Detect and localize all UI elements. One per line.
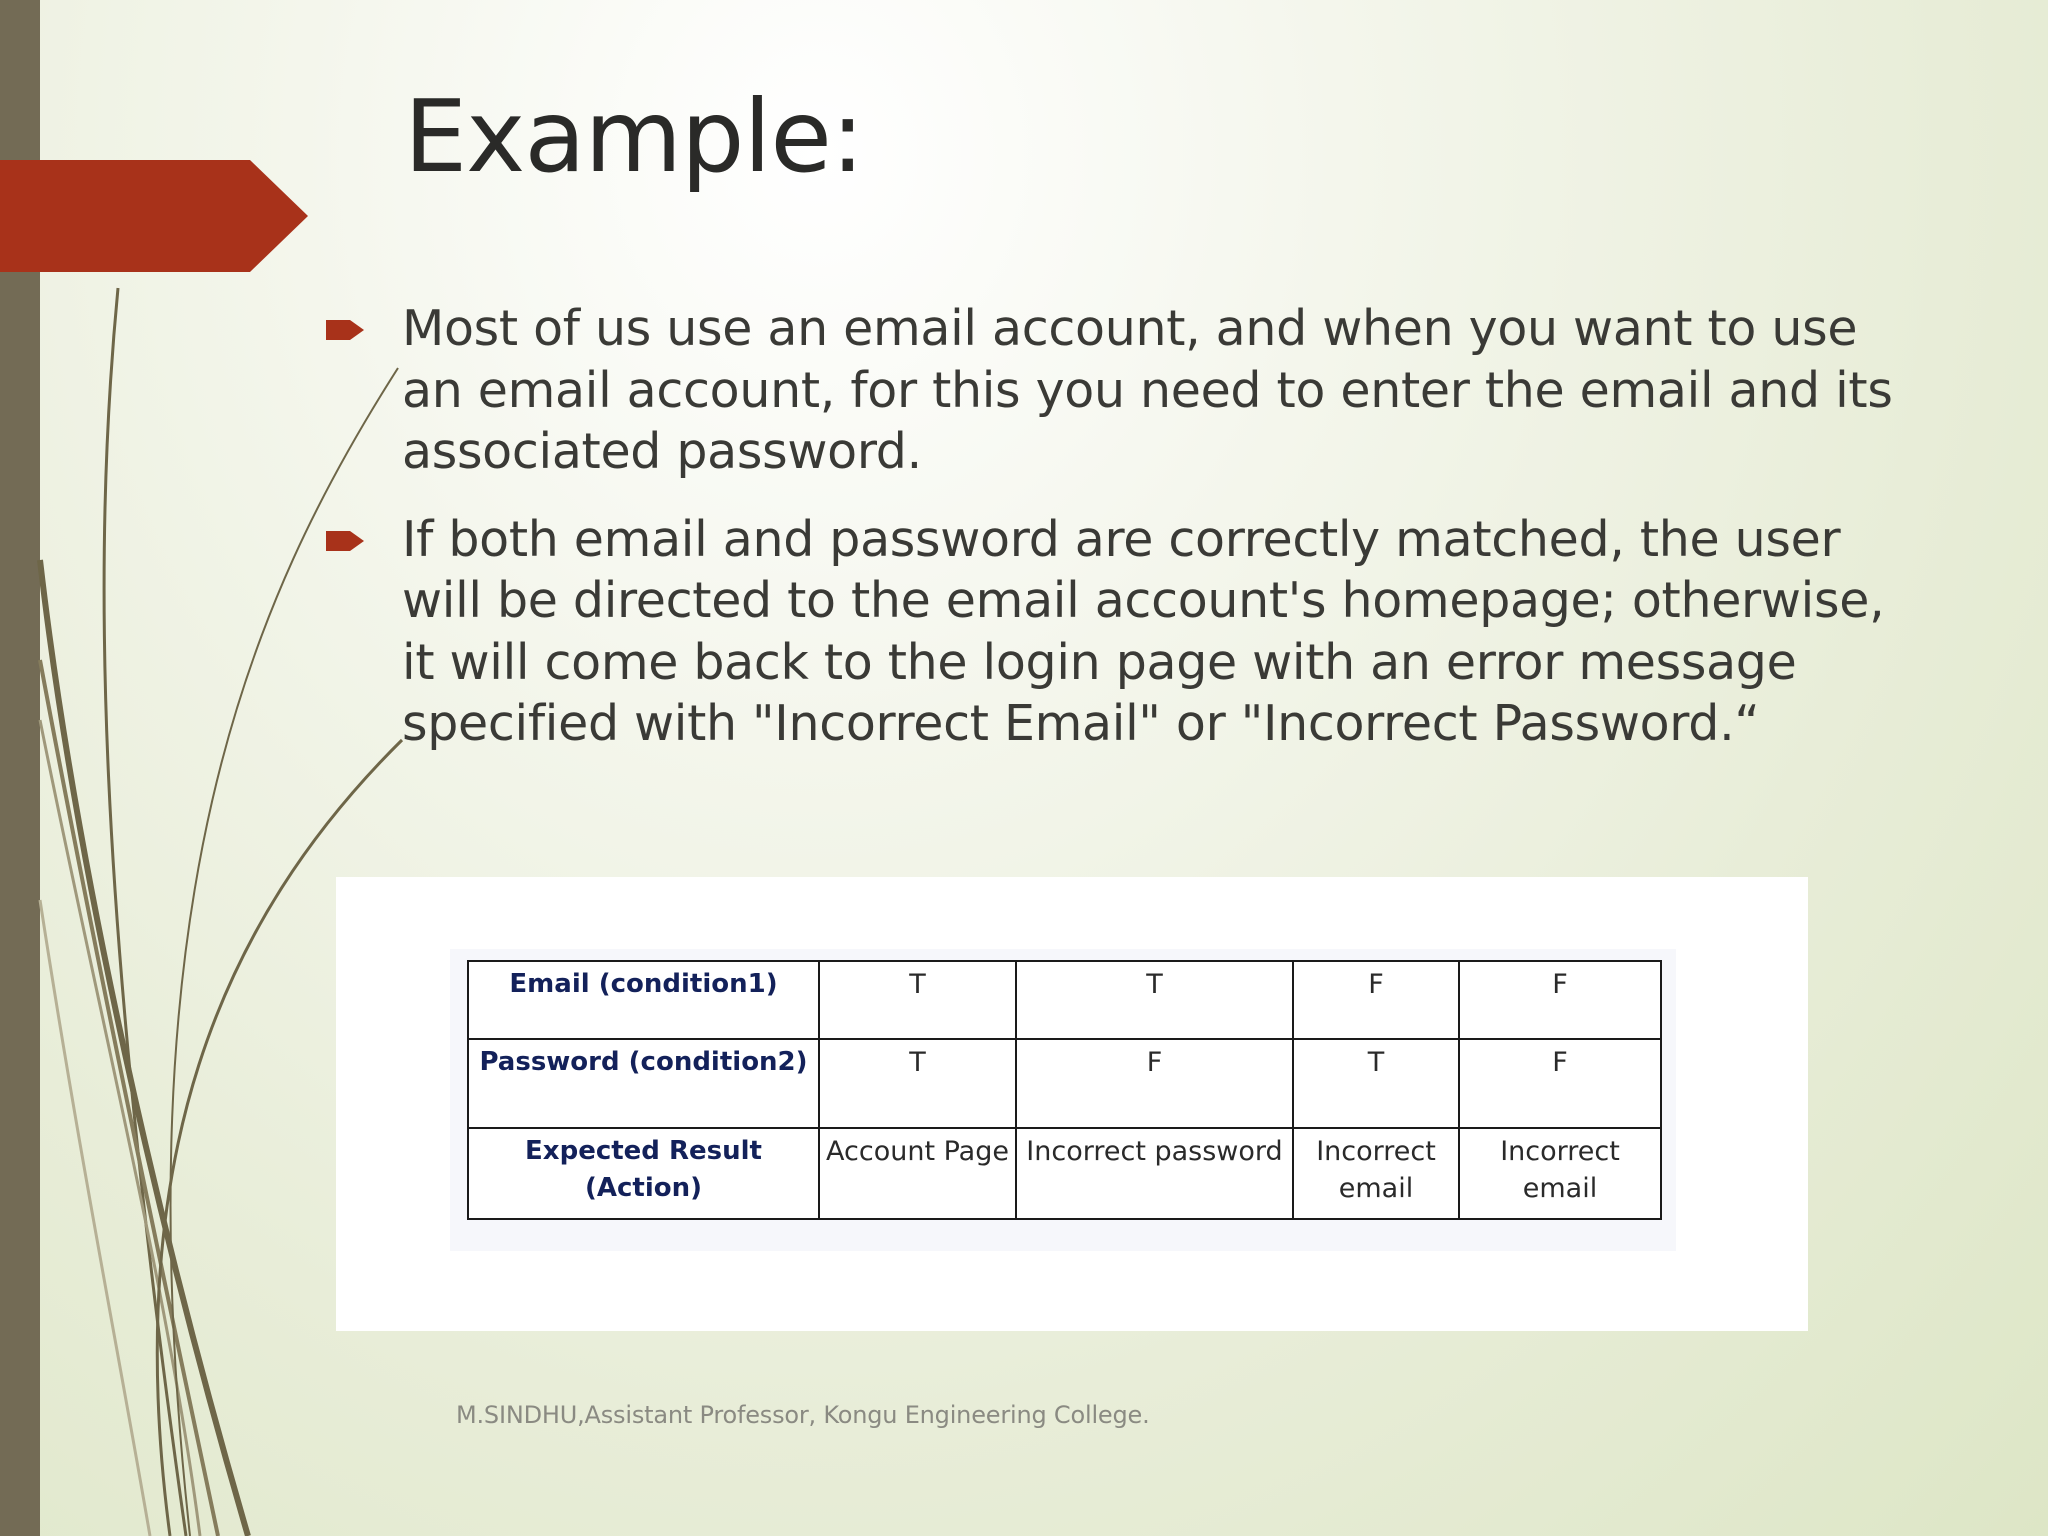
row-header-password: Password (condition2)	[468, 1039, 819, 1128]
table-row	[468, 961, 1661, 1039]
bullet-item	[326, 298, 1906, 483]
bullet-text: Most of us use an email account, and when you want to use an email account, for this you need to enter the email and its associated password.	[402, 300, 1893, 480]
table-row	[468, 1039, 1661, 1128]
footer-credit: M.SINDHU,Assistant Professor, Kongu Engineering College.	[456, 1401, 1150, 1429]
accent-arrow-banner	[0, 160, 308, 272]
table-cell: Incorrect email	[1459, 1128, 1661, 1219]
table-cell: T	[1016, 961, 1293, 1039]
table-row	[468, 1128, 1661, 1219]
bullet-arrow-icon	[326, 531, 364, 551]
table-cell: T	[1293, 1039, 1459, 1128]
table-image-panel	[336, 877, 1808, 1331]
slide-title: Example:	[404, 78, 864, 195]
table-cell: F	[1459, 961, 1661, 1039]
table-cell: F	[1016, 1039, 1293, 1128]
table-cell: Account Page	[819, 1128, 1016, 1219]
table-cell: Incorrect password	[1016, 1128, 1293, 1219]
decision-table	[467, 960, 1662, 1220]
table-cell: Incorrect email	[1293, 1128, 1459, 1219]
bullet-text: If both email and password are correctly matched, the user will be directed to the email account's homepage; otherwise, it will come back to the login page with an error message specified with "Incorrect Email" or "Incorrect Password.“	[402, 510, 1885, 752]
row-header-email: Email (condition1)	[468, 961, 819, 1039]
row-header-expected-result: Expected Result (Action)	[468, 1128, 819, 1219]
table-cell: T	[819, 961, 1016, 1039]
bullet-list	[326, 298, 1906, 781]
table-cell: F	[1293, 961, 1459, 1039]
table-cell: T	[819, 1039, 1016, 1128]
table-cell: F	[1459, 1039, 1661, 1128]
bullet-arrow-icon	[326, 320, 364, 340]
bullet-item	[326, 509, 1906, 755]
